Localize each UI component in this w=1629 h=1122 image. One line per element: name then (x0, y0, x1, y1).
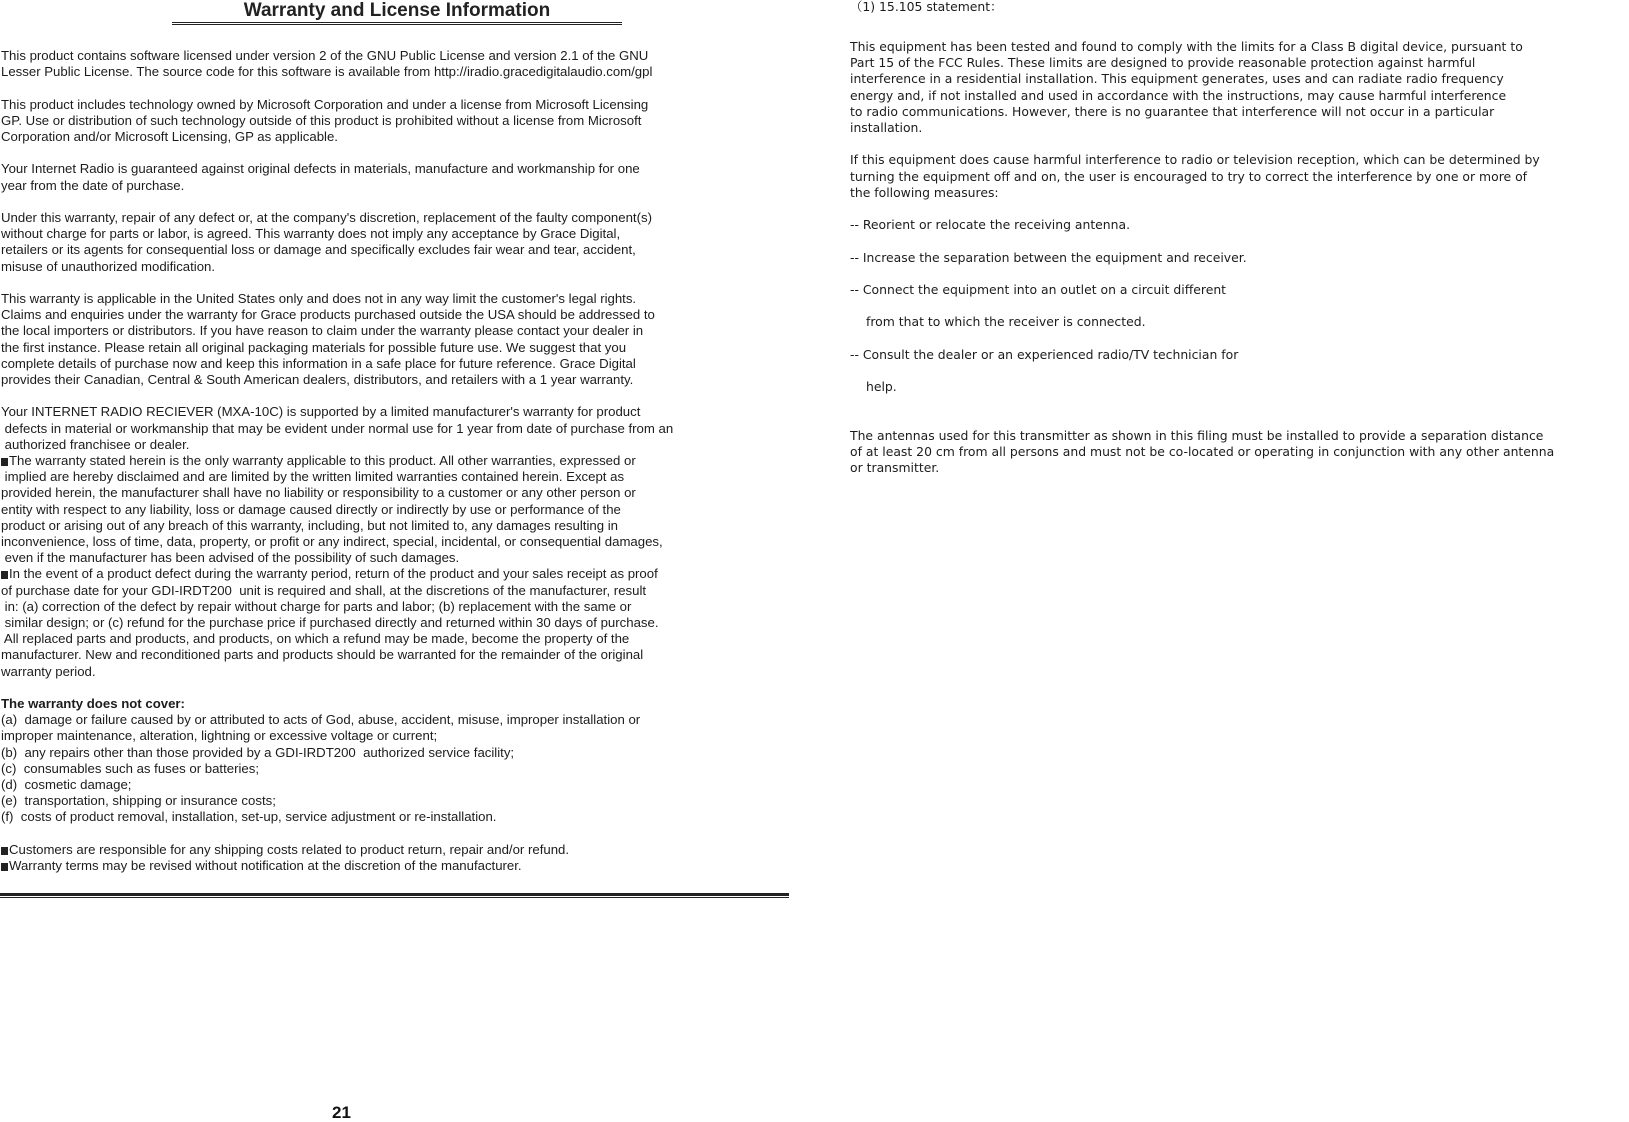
text-line: or transmitter. (850, 460, 940, 476)
measure-reorient (850, 217, 1629, 233)
text-line: provides their Canadian, Central & South American dealers, distributors, and retailers with a 1 year warranty. (1, 372, 634, 387)
bullet-icon (1, 571, 8, 579)
text-line: complete details of purchase now and keep this information in a safe place for future reference. Grace Digital (1, 355, 636, 371)
text-line: Customers are responsible for any shipping costs related to product return, repair and/or refund. (9, 841, 570, 857)
not-covered-heading: The warranty does not cover: (1, 696, 185, 712)
text-line: Your Internet Radio is guaranteed against original defects in materials, manufacture and workmanship for one (1, 161, 640, 177)
microsoft-paragraph (1, 97, 786, 146)
text-line: inconvenience, loss of time, data, property, or profit or any indirect, special, incidental, or consequential damages, (1, 534, 663, 550)
text-line: interference in a residential installation. This equipment generates, uses and can radiate radio frequency (850, 71, 1504, 87)
guarantee-paragraph (1, 161, 786, 193)
text-line: help. (866, 379, 897, 395)
bullet-line (1, 566, 786, 582)
spacer (850, 363, 1629, 379)
fcc-tested-paragraph (850, 39, 1629, 136)
repair-paragraph (1, 210, 786, 275)
text-line: defects in material or workmanship that may be evident under normal use for 1 year from date of purchase from an (1, 420, 674, 436)
fcc-heading: （1) 15.105 statement： (850, 0, 1003, 14)
text-line: year from the date of purchase. (1, 177, 185, 193)
text-line: even if the manufacturer has been advised of the possibility of such damages. (1, 550, 460, 566)
not-covered-item: (b) any repairs other than those provided by a GDI-IRDT200 authorized service facility; (1, 744, 515, 760)
page-title: Warranty and License Information (172, 0, 622, 25)
fcc-harmful-paragraph (850, 152, 1629, 201)
text-line: Under this warranty, repair of any defect or, at the company's discretion, replacement of the faulty component(s) (1, 209, 652, 225)
text-line: product or arising out of any breach of this warranty, including, but not limited to, any damages resulting in (1, 517, 618, 533)
text-line: Claims and enquiries under the warranty for Grace products purchased outside the USA should be addressed to (1, 307, 655, 323)
text-line: -- Increase the separation between the equipment and receiver. (850, 249, 1247, 265)
text-line: the first instance. Please retain all original packaging materials for possible future use. We suggest that you (1, 339, 627, 355)
text-line: the following measures: (850, 184, 999, 200)
text-line: -- Reorient or relocate the receiving antenna. (850, 217, 1131, 233)
text-line: without charge for parts or labor, is agreed. This warranty does not imply any acceptance by Grace Digital, (1, 226, 621, 242)
page-number: 21 (332, 1103, 351, 1122)
text-line: warranty period. (1, 663, 96, 679)
text-line: of at least 20 cm from all persons and must not be co-located or operating in conjunction with any other antenna (850, 443, 1555, 459)
warranty-body (1, 48, 786, 874)
measure-outlet (850, 282, 1629, 331)
receiver-warranty-section (1, 404, 786, 679)
text-line: Warranty terms may be revised without notification at the discretion of the manufacturer. (9, 858, 522, 874)
fcc-body (850, 39, 1629, 493)
text-line: manufacturer. New and reconditioned parts and products should be warranted for the remainder of the original (1, 647, 644, 663)
text-line: in: (a) correction of the defect by repair without charge for parts and labor; (b) replacement with the same or (1, 598, 632, 614)
measure-separation (850, 250, 1629, 266)
text-line: The antennas used for this transmitter as shown in this filing must be installed to provide a separation distance (850, 427, 1544, 443)
text-line: authorized franchisee or dealer. (1, 436, 190, 452)
text-line: entity with respect to any liability, loss or damage caused directly or indirectly by use or performance of the (1, 501, 621, 517)
not-covered-item: (d) cosmetic damage; (1, 777, 132, 793)
bullet-icon (1, 847, 8, 855)
not-covered-section (1, 696, 786, 826)
text-line: -- Connect the equipment into an outlet on a circuit different (850, 281, 1227, 297)
bullet-line (1, 842, 786, 858)
text-line: retailers or its agents for consequential loss or damage and specifically excludes fair wear and tear, accident, (1, 242, 636, 258)
text-line: to radio communications. However, there is no guarantee that interference will not occur in a particular (850, 103, 1495, 119)
text-line: If this equipment does cause harmful interference to radio or television reception, which can be determined by (850, 152, 1540, 168)
text-line: In the event of a product defect during the warranty period, return of the product and your sales receipt as proof (9, 566, 658, 582)
text-line: the local importers or distributors. If you have reason to claim under the warranty please contact your dealer in (1, 323, 644, 339)
text-line: misuse of unauthorized modification. (1, 258, 216, 274)
bullet-line (1, 858, 786, 874)
text-line: All replaced parts and products, and products, on which a refund may be made, become the property of the (1, 631, 630, 647)
bullet-icon (1, 458, 8, 466)
text-line: turning the equipment off and on, the user is encouraged to try to correct the interference by one or more of (850, 168, 1528, 184)
text-line: The warranty stated herein is the only warranty applicable to this product. All other warranties, expressed or (9, 453, 636, 468)
bullet-line (1, 453, 786, 469)
not-covered-item: (e) transportation, shipping or insurance costs; (1, 793, 276, 809)
measure-consult (850, 347, 1629, 396)
fcc-antennas-paragraph (850, 428, 1629, 477)
not-covered-item: (c) consumables such as fuses or batteries; (1, 760, 259, 776)
text-line: Part 15 of the FCC Rules. These limits are designed to provide reasonable protection against harmful (850, 55, 1476, 71)
text-line: Your INTERNET RADIO RECIEVER (MXA-10C) is supported by a limited manufacturer's warranty for product (1, 404, 641, 420)
text-line: Corporation and/or Microsoft Licensing, GP as applicable. (1, 129, 338, 144)
text-line: GP. Use or distribution of such technology outside of this product is prohibited without a license from Microsoft (1, 112, 642, 128)
not-covered-item: (f) costs of product removal, installation, set-up, service adjustment or re-installation. (1, 809, 497, 825)
not-covered-item: improper maintenance, alteration, lightning or excessive voltage or current; (1, 728, 438, 744)
text-line: -- Consult the dealer or an experienced radio/TV technician for (850, 346, 1239, 362)
text-line: similar design; or (c) refund for the purchase price if purchased directly and returned within 30 days of purchase. (1, 615, 659, 631)
gpl-paragraph (1, 48, 786, 80)
spacer (850, 298, 1629, 314)
text-line: energy and, if not installed and used in accordance with the instructions, may cause harmful interference (850, 87, 1507, 103)
text-line: from that to which the receiver is connected. (866, 314, 1146, 330)
text-line: This product includes technology owned by Microsoft Corporation and under a license from Microsoft Licensing (1, 96, 649, 112)
closing-notes (1, 842, 786, 874)
section-divider (0, 893, 789, 898)
us-only-paragraph (1, 291, 786, 388)
spacer (850, 412, 1629, 428)
text-line: Lesser Public License. The source code for this software is available from http://iradio.gracedigitalaudio.com/gpl (1, 64, 653, 80)
spacer (1, 680, 786, 696)
text-line: This product contains software licensed under version 2 of the GNU Public License and version 2.1 of the GNU (1, 48, 649, 63)
text-line: This warranty is applicable in the United States only and does not in any way limit the customer's legal rights. (1, 290, 637, 306)
bullet-icon (1, 863, 8, 871)
text-line: This equipment has been tested and found to comply with the limits for a Class B digital device, pursuant to (850, 39, 1523, 54)
text-line: provided herein, the manufacturer shall have no liability or responsibility to a customer or any other person or (1, 485, 636, 501)
text-line: implied are hereby disclaimed and are limited by the written limited warranties contained herein. Except as (1, 469, 625, 485)
text-line: of purchase date for your GDI-IRDT200 unit is required and shall, at the discretions of the manufacturer, result (1, 582, 647, 598)
not-covered-item: (a) damage or failure caused by or attributed to acts of God, abuse, accident, misuse, improper installation or (1, 712, 641, 728)
text-line: installation. (850, 120, 923, 136)
